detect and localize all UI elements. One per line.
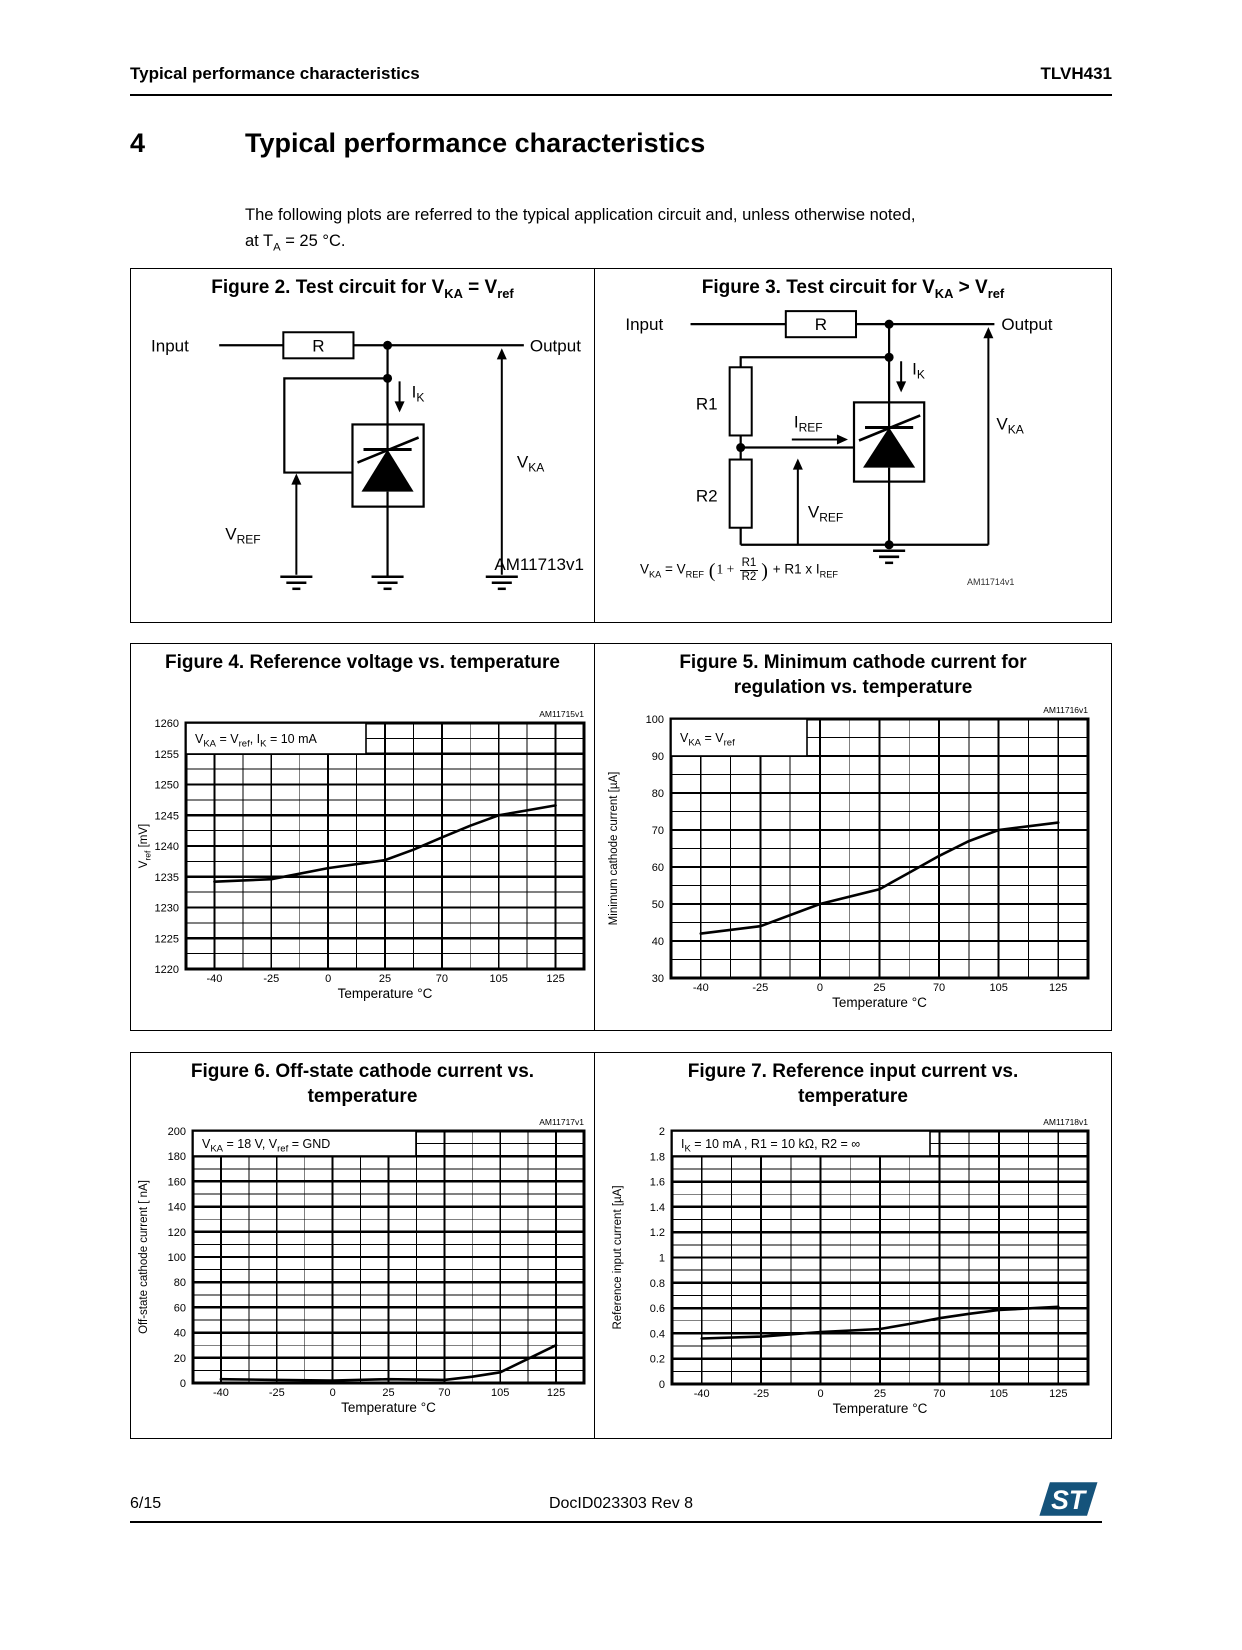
figure-3-box — [595, 268, 1112, 623]
fig6-ytick: 0 — [179, 1378, 186, 1390]
fig4-xtick: 25 — [378, 973, 392, 985]
fig6-ytick: 180 — [167, 1151, 186, 1164]
fig5-ytick: 30 — [651, 973, 664, 985]
fig7-xtick: 0 — [817, 1388, 824, 1400]
output-label: Output — [529, 336, 581, 356]
ik-label: $I_K$ — [912, 359, 925, 382]
fig6-annotation: $V_{KA}$ $^{= 18 V, V}_{ref}$ $^{= GND}$ — [202, 1137, 331, 1155]
fig5-grid — [671, 719, 1088, 978]
figure-6-box — [130, 1052, 595, 1439]
resistor-r-label: R — [312, 336, 325, 356]
vka-label: $V_{KA}$ — [996, 414, 1024, 437]
fig4-ytick: 1230 — [154, 902, 179, 915]
fig4-ytick: 1245 — [154, 810, 179, 823]
arrowhead-down-icon — [896, 381, 906, 392]
fig7-xtick: 105 — [989, 1388, 1009, 1400]
fig5-annotation: $V_{KA}$ $^{= V}_{ref}$ — [680, 731, 735, 749]
fig5-chart — [595, 644, 1111, 1030]
fig7-ytick: 2 — [658, 1126, 665, 1138]
arrowhead-up-icon — [291, 474, 301, 485]
fig7-ytick: 0.4 — [649, 1328, 665, 1341]
fig6-ytick: 60 — [173, 1302, 186, 1315]
fig7-ytick: 1.4 — [649, 1201, 665, 1214]
node-dot — [885, 540, 894, 549]
header-right: TLVH431 — [1040, 64, 1112, 83]
fig6-title: Figure 6. Off-state cathode current vs. temperature — [190, 1061, 535, 1107]
fig4-ytick: 1225 — [154, 933, 179, 946]
arrowhead-up-icon — [793, 459, 803, 470]
fig6-xtick: 125 — [546, 1387, 566, 1399]
fig7-ytick: 0 — [658, 1379, 665, 1391]
figure-2-circuit — [131, 269, 594, 622]
fig7-ytick: 1.8 — [649, 1151, 665, 1164]
fig4-ytick: 1260 — [154, 718, 179, 730]
fig7-xlabel: Temperature °C — [832, 1401, 928, 1416]
fig4-xtick: 70 — [435, 973, 448, 985]
header-left: Typical performance characteristics — [130, 64, 420, 83]
fig7-xtick: 25 — [873, 1388, 887, 1400]
figure-2-title: Figure 2. Test circuit for $V_{KA} = V_{ref}$ — [211, 277, 514, 301]
resistor-r2 — [730, 460, 752, 528]
ground-icon — [280, 577, 312, 589]
fig7-xtick: 70 — [933, 1388, 946, 1400]
footer-page-number: 6/15 — [130, 1495, 162, 1512]
fig7-xtick: -40 — [693, 1388, 710, 1400]
fig5-xtick: 0 — [816, 982, 823, 994]
fig7-ytick: 0.6 — [649, 1303, 665, 1316]
fig4-code: AM11715v1 — [539, 709, 584, 719]
fig6-ytick: 200 — [167, 1126, 186, 1138]
fig6-ylabel: Off-state cathode current [ nA] — [138, 1180, 150, 1334]
figure-2-box — [130, 268, 595, 623]
fig7-chart — [595, 1053, 1111, 1438]
fig5-code: AM11716v1 — [1043, 705, 1088, 715]
header-rule — [130, 94, 1112, 96]
fig7-ytick: 1 — [658, 1252, 665, 1265]
fig6-xlabel: Temperature °C — [341, 1400, 436, 1415]
resistor-r-label: R — [814, 315, 828, 335]
fig5-xtick: 105 — [989, 982, 1008, 994]
fig4-xtick: 0 — [325, 973, 332, 985]
fig4-xtick: 105 — [489, 973, 508, 985]
ik-label: $I_K$ — [411, 382, 425, 405]
fig7-ylabel: Reference input current [µA] — [612, 1185, 624, 1330]
fig5-ytick: 100 — [645, 714, 664, 726]
fig6-ytick: 40 — [173, 1327, 186, 1340]
st-logo-text: ST — [1051, 1484, 1086, 1515]
figure-7-box — [595, 1052, 1112, 1439]
fig3-formula: $V_{KA} = V_{REF}$ (1 + $\frac{R1}{R2}$ ) + R1 x $I_{REF}$ — [640, 557, 838, 583]
iref-label: $I_{REF}$ — [793, 412, 823, 435]
fig5-xtick: 125 — [1049, 982, 1068, 994]
fig5-xtick: -40 — [692, 982, 709, 994]
intro-paragraph: The following plots are referred to the typical application circuit and, unless otherwise noted, at $T_A = 25$ °C. — [245, 206, 916, 253]
arrowhead-up-icon — [983, 327, 993, 338]
shunt-regulator-triangle-icon — [863, 427, 915, 467]
vref-label: $V_{REF}$ — [225, 524, 261, 547]
vka-label: $V_{KA}$ — [516, 452, 545, 475]
vref-label: $V_{REF}$ — [807, 502, 844, 525]
arrowhead-up-icon — [497, 348, 507, 359]
fig7-grid — [672, 1131, 1088, 1384]
fig6-ytick: 20 — [173, 1352, 186, 1365]
fig6-ytick: 120 — [167, 1226, 186, 1239]
fig5-ytick: 60 — [651, 862, 664, 874]
fig6-ytick: 80 — [173, 1277, 186, 1290]
input-label: Input — [151, 336, 189, 356]
fig4-ytick: 1240 — [154, 841, 179, 853]
fig4-annotation: $V_{KA}$ $^{= V}_{ref}^{, I}_K$ $^{= 10 mA}$ — [195, 732, 317, 750]
fig6-code: AM11717v1 — [539, 1117, 584, 1127]
arrowhead-down-icon — [395, 401, 405, 412]
fig5-title: Figure 5. Minimum cathode current for regulation vs. temperature — [679, 652, 1027, 698]
fig5-xtick: -25 — [752, 982, 769, 994]
ground-icon — [486, 577, 518, 589]
fig6-ytick: 160 — [167, 1176, 186, 1189]
fig7-annotation: $I_K$ $^{= 10 mA , R1 = 10 k\Omega, R2 = \infty}$ — [681, 1137, 861, 1155]
fig5-ytick: 90 — [651, 751, 664, 763]
fig4-grid — [186, 723, 584, 969]
fig6-xtick: 0 — [329, 1387, 336, 1399]
feedback-wire — [741, 357, 889, 367]
fig4-xlabel: Temperature °C — [337, 986, 433, 1001]
fig7-ytick: 1.2 — [649, 1227, 665, 1240]
footer-doc-id: DocID023303 Rev 8 — [548, 1495, 694, 1512]
fig5-xlabel: Temperature °C — [832, 995, 927, 1010]
arrowhead-right-icon — [837, 434, 848, 444]
fig5-ylabel: Minimum cathode current [µA] — [608, 771, 620, 926]
fig6-xtick: 25 — [382, 1387, 395, 1399]
figure-5-box — [595, 643, 1112, 1031]
fig7-ytick: 1.6 — [649, 1176, 665, 1189]
section-number: 4 — [130, 128, 146, 158]
fig4-xtick: -40 — [206, 973, 223, 985]
fig6-chart — [131, 1053, 594, 1438]
figure-2-code: AM11713v1 — [494, 554, 584, 574]
fig6-grid — [193, 1131, 584, 1383]
figure-3-code: AM11714v1 — [967, 577, 1015, 587]
resistor-r2-label: R2 — [695, 486, 718, 506]
fig5-ytick: 80 — [651, 788, 664, 800]
fig6-ytick: 140 — [167, 1201, 186, 1214]
fig4-ylabel: $V_{ref}$ [mV] — [138, 823, 153, 869]
fig7-xtick: -25 — [753, 1388, 770, 1400]
resistor-r1-label: R1 — [695, 394, 718, 414]
fig5-xtick: 25 — [873, 982, 886, 994]
fig6-xtick: -40 — [212, 1387, 229, 1399]
fig4-ytick: 1250 — [154, 779, 179, 792]
fig4-xtick: 125 — [546, 973, 565, 985]
fig4-ytick: 1255 — [154, 748, 179, 761]
fig6-xtick: 105 — [491, 1387, 510, 1399]
st-logo — [1033, 1478, 1099, 1520]
fig4-ytick: 1235 — [154, 871, 179, 884]
fig6-xtick: 70 — [438, 1387, 451, 1399]
fig7-ytick: 0.8 — [649, 1277, 665, 1290]
ground-icon — [372, 577, 404, 589]
fig4-ytick: 1220 — [154, 964, 179, 976]
fig5-ytick: 40 — [651, 936, 664, 948]
resistor-r1 — [730, 367, 752, 435]
output-label: Output — [1001, 315, 1053, 335]
footer-rule — [130, 1521, 1102, 1523]
fig5-xtick: 70 — [932, 982, 946, 994]
fig7-code: AM11718v1 — [1043, 1117, 1088, 1127]
fig5-ytick: 70 — [651, 825, 664, 837]
input-label: Input — [625, 315, 664, 335]
fig4-title: Figure 4. Reference voltage vs. temperature — [165, 652, 560, 673]
shunt-regulator-triangle-icon — [361, 450, 413, 492]
fig6-xtick: -25 — [268, 1387, 285, 1399]
section-title: Typical performance characteristics — [245, 128, 706, 158]
fig7-title: Figure 7. Reference input current vs. temperature — [687, 1061, 1019, 1107]
fig7-ytick: 0.2 — [649, 1353, 665, 1366]
ground-icon — [873, 551, 905, 563]
fig4-xtick: -25 — [263, 973, 280, 985]
figure-4-box — [130, 643, 595, 1031]
fig4-chart — [131, 644, 594, 1030]
fig5-ytick: 50 — [651, 899, 664, 911]
figure-3-title: Figure 3. Test circuit for $V_{KA} > V_{ref}$ — [701, 277, 1005, 301]
fig6-ytick: 100 — [167, 1252, 186, 1264]
fig7-xtick: 125 — [1049, 1388, 1068, 1400]
